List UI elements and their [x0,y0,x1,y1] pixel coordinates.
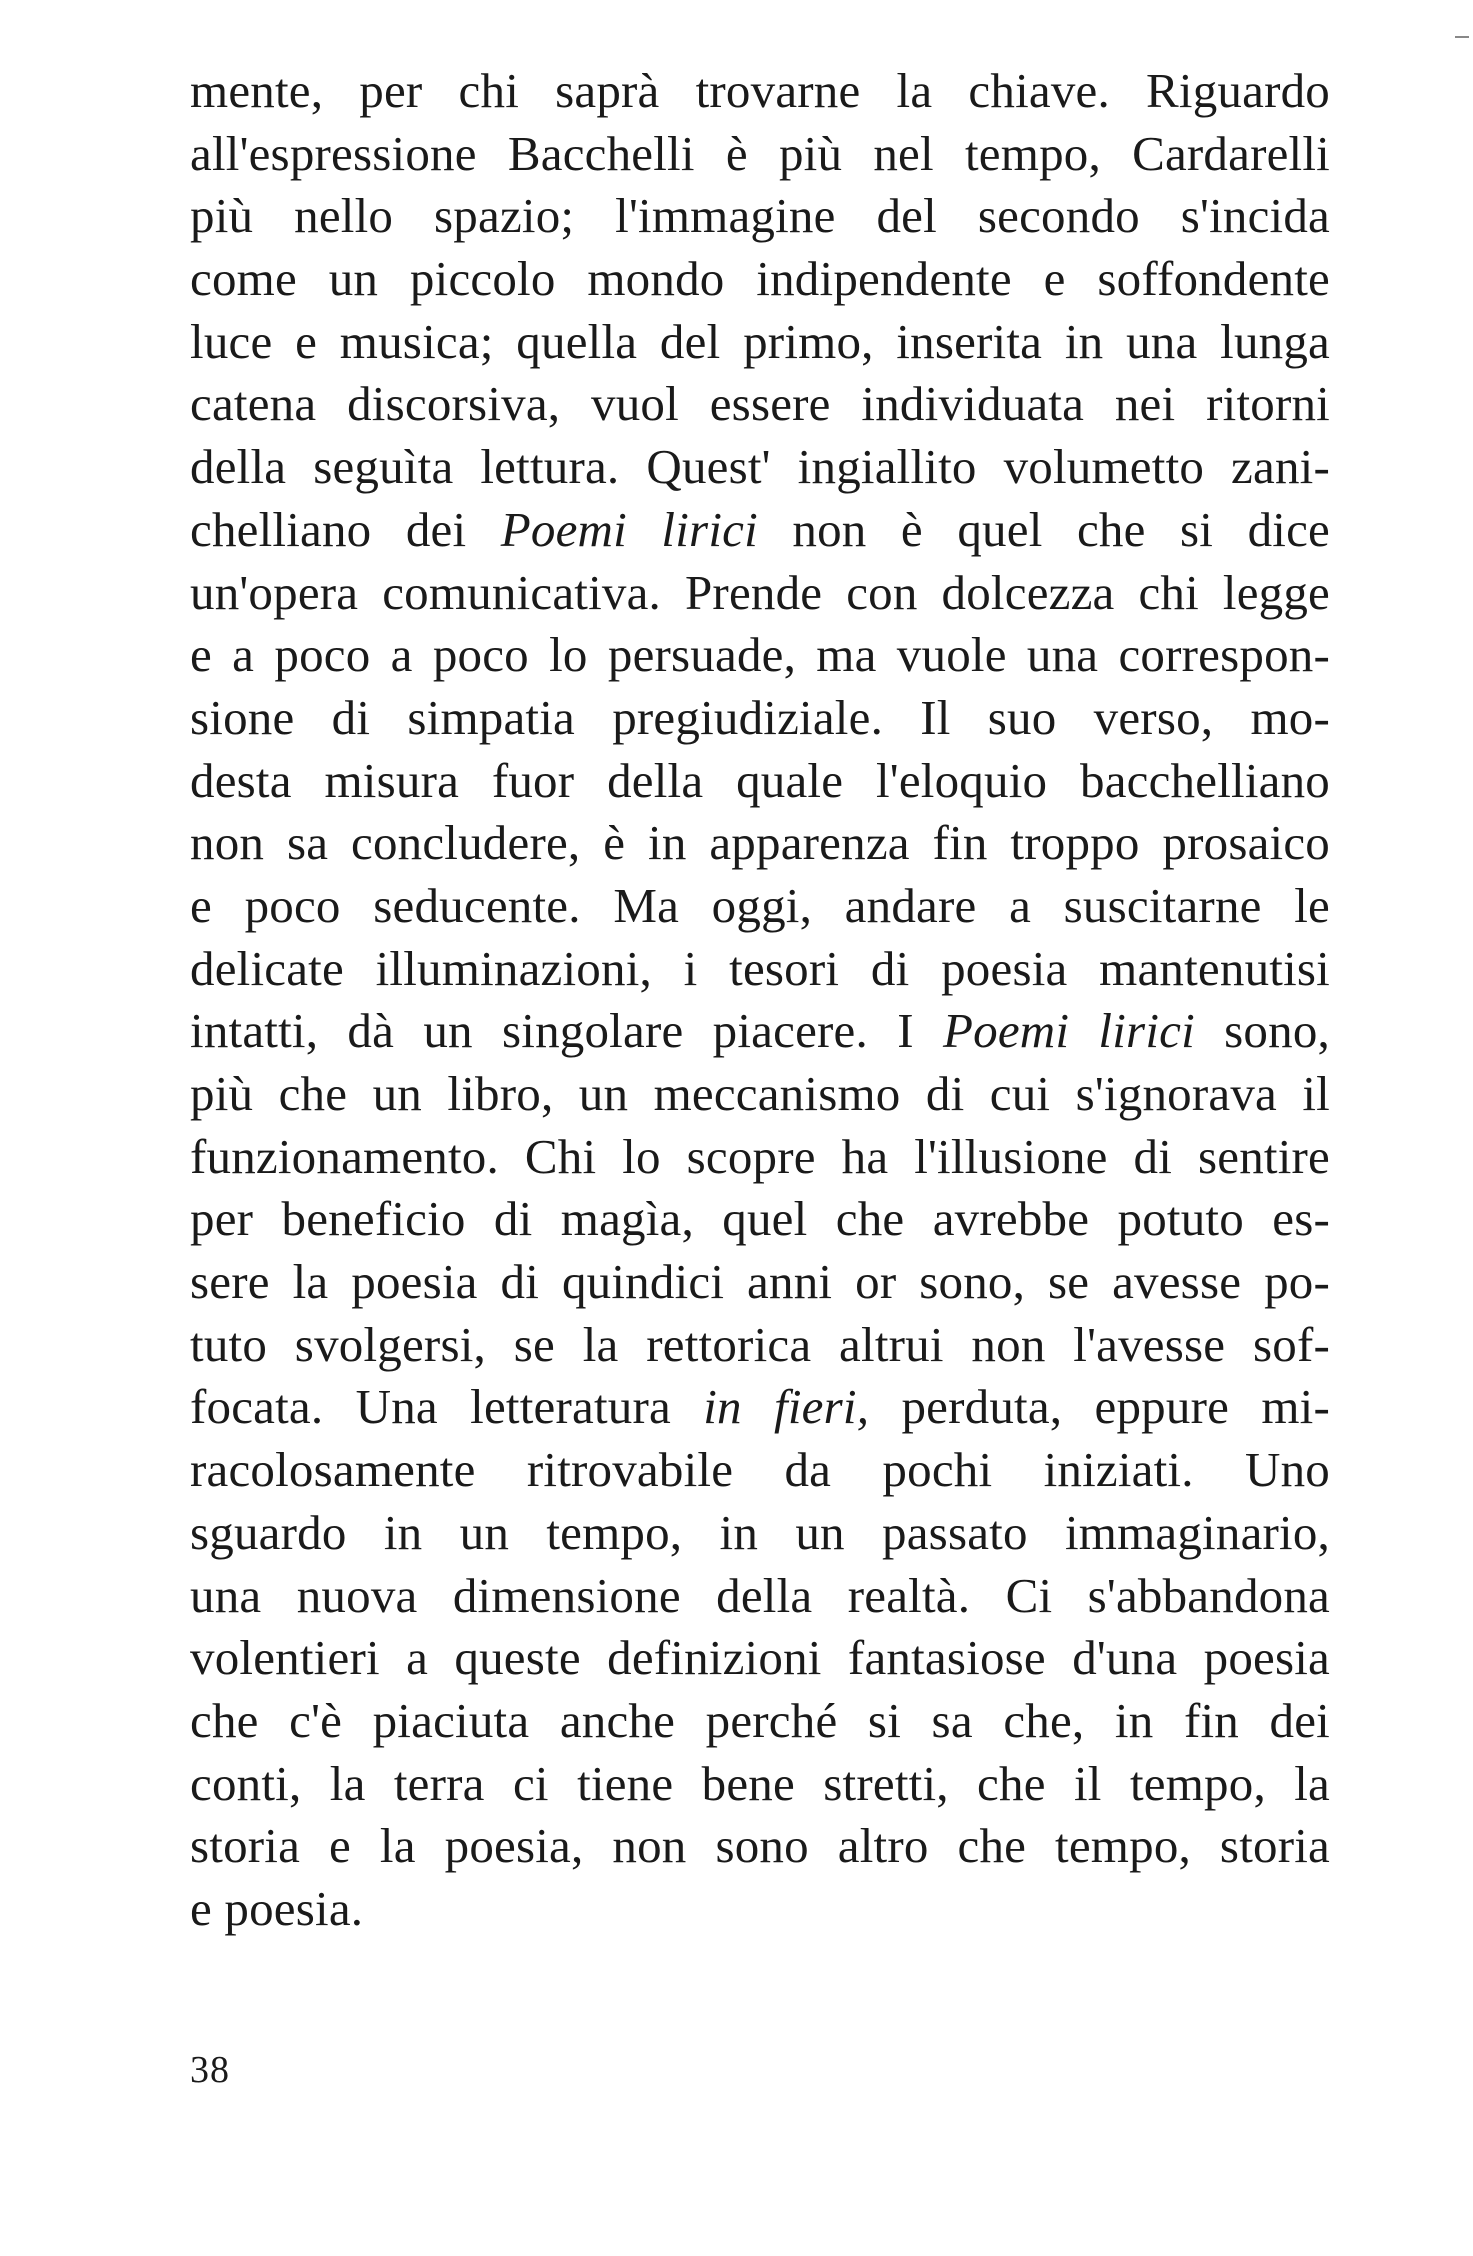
text-line: più che un libro, un meccanismo di cui s'ignorava il [190,1066,1330,1121]
text-line: luce e musica; quella del primo, inserita in una lunga [190,313,1330,369]
text-body [190,60,1330,1941]
italic-title: Poemi lirici [942,1003,1195,1059]
text-line: mente, per chi saprà trovarne la chiave. Riguardo [190,63,1330,118]
text-line: non sa concludere, è in apparenza fin troppo prosaico [190,815,1330,871]
text-line: all'espressione Bacchelli è più nel tempo, Cardarelli [190,125,1330,181]
text-line: una nuova dimensione della realtà. Ci s'abbandona [190,1567,1330,1623]
text-line: conti, la terra ci tiene bene stretti, che il tempo, la [190,1755,1330,1811]
text-line: storia e la poesia, non sono altro che tempo, storia [190,1818,1330,1874]
text-line: sere la poesia di quindici anni or sono, se avesse po- [190,1254,1330,1310]
page-number: 38 [190,2049,230,2091]
text-line: chelliano dei Poemi lirici non è quel che si dice [190,501,1330,557]
italic-title: Poemi lirici [500,501,758,557]
text-line: intatti, dà un singolare piacere. I Poemi lirici sono, [190,1003,1330,1059]
text-line: della seguìta lettura. Quest' ingiallito volumetto zani- [190,439,1330,495]
italic-title: in fieri, [703,1379,870,1435]
text-line: funzionamento. Chi lo scopre ha l'illusione di sentire [190,1128,1330,1184]
text-line: che c'è piaciuta anche perché si sa che, in fin dei [190,1692,1330,1748]
text-line: delicate illuminazioni, i tesori di poesia mantenutisi [190,940,1330,996]
text-line: per beneficio di magìa, quel che avrebbe potuto es- [190,1191,1330,1247]
text-line: un'opera comunicativa. Prende con dolcezza chi legge [190,564,1330,620]
text-line: come un piccolo mondo indipendente e soffondente [190,251,1330,307]
text-line: più nello spazio; l'immagine del secondo s'incida [190,188,1330,244]
text-line: volentieri a queste definizioni fantasiose d'una poesia [190,1630,1330,1686]
text-line: tuto svolgersi, se la rettorica altrui non l'avesse sof- [190,1316,1330,1372]
text-line: racolosamente ritrovabile da pochi iniziati. Uno [190,1442,1330,1498]
text-line: focata. Una letteratura in fieri, perduta, eppure mi- [190,1379,1330,1435]
text-line: e poco seducente. Ma oggi, andare a suscitarne le [190,877,1330,933]
text-line: sione di simpatia pregiudiziale. Il suo verso, mo- [190,689,1330,745]
text-line: e poesia. [190,1880,364,1936]
text-line: desta misura fuor della quale l'eloquio bacchelliano [190,752,1330,808]
text-line: sguardo in un tempo, in un passato immaginario, [190,1504,1330,1560]
text-line: catena discorsiva, vuol essere individuata nei ritorni [190,376,1330,432]
text-line: e a poco a poco lo persuade, ma vuole una correspon- [190,627,1330,683]
corner-mark [1455,36,1469,38]
